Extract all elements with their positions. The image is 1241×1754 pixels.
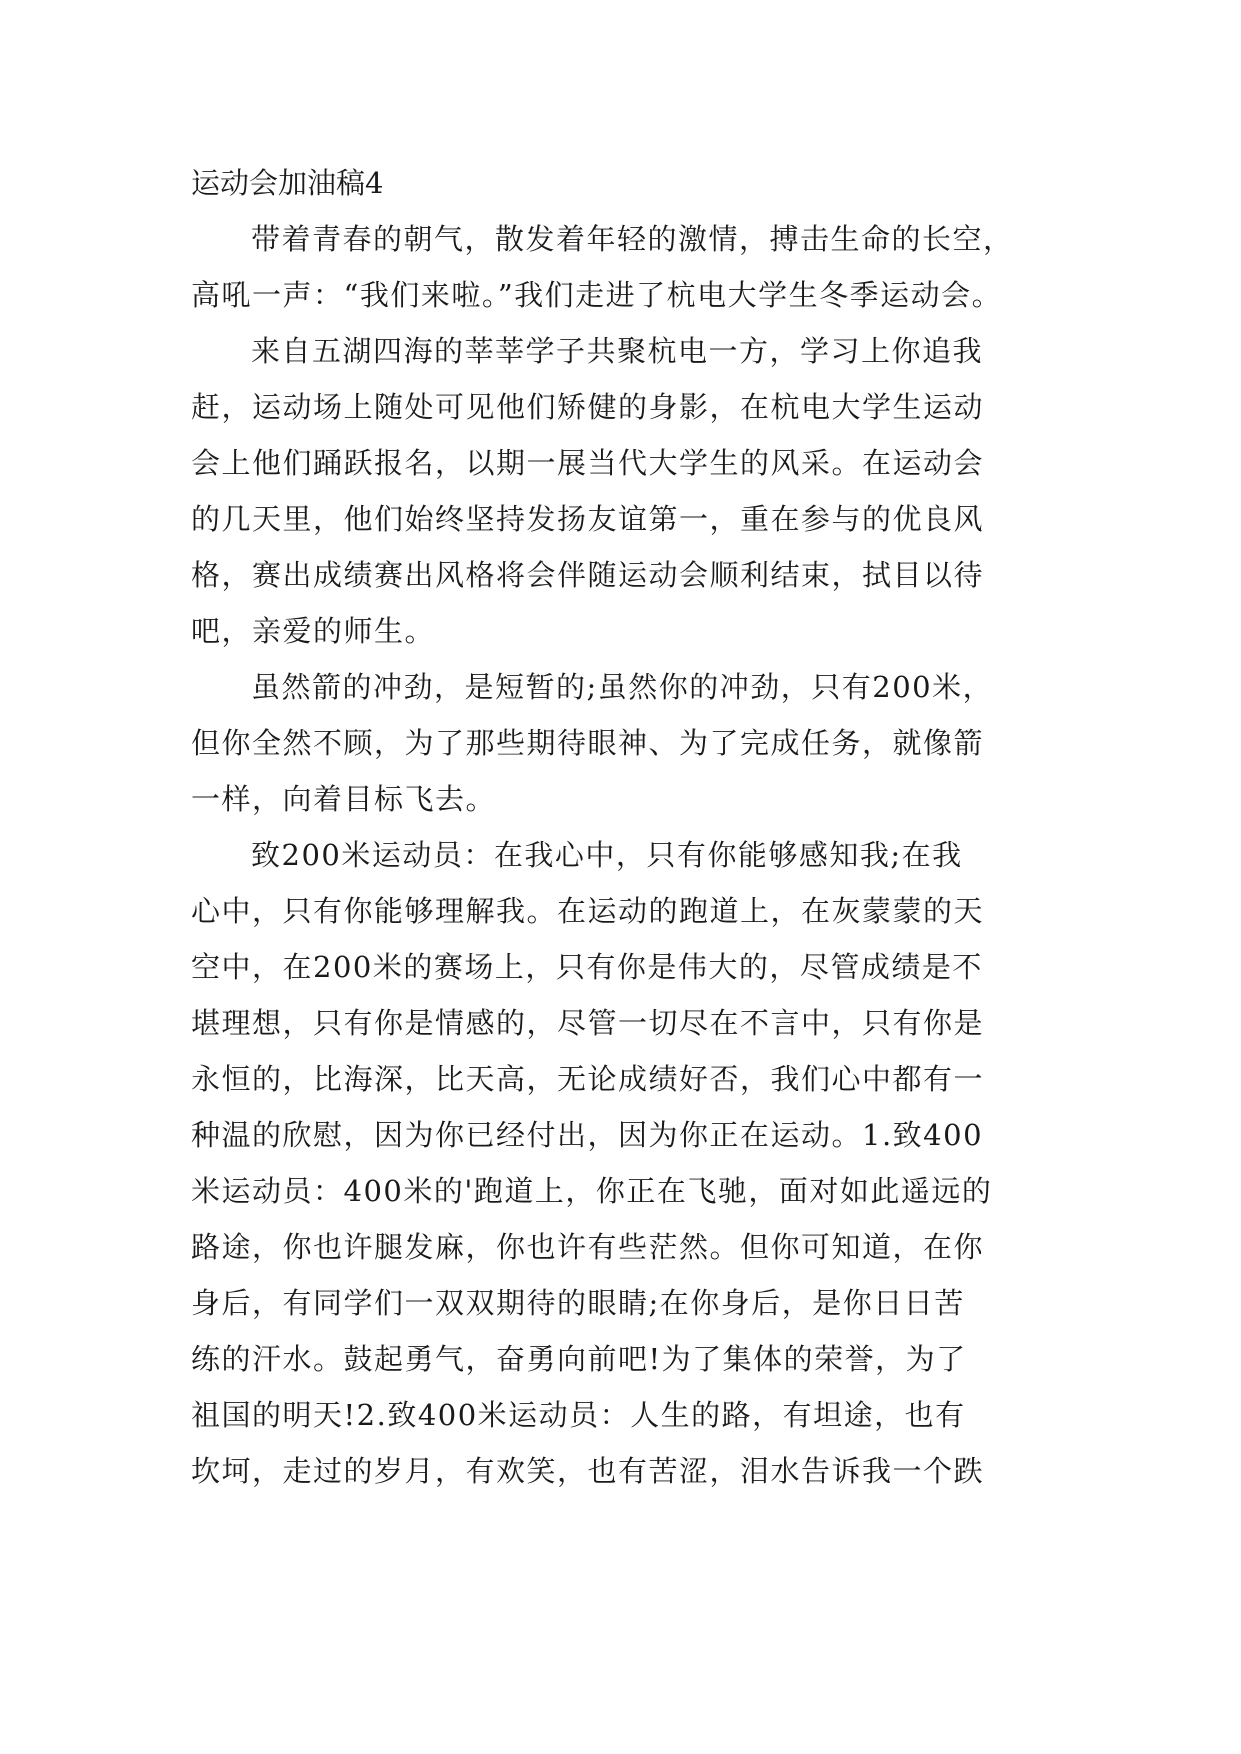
paragraph-line: 路途，你也许腿发麻，你也许有些茫然。但你可知道，在你 xyxy=(191,1230,985,1264)
document-title: 运动会加油稿4 xyxy=(191,166,384,200)
document-body xyxy=(191,155,1049,1499)
paragraph-line: 会上他们踊跃报名，以期一展当代大学生的风采。在运动会 xyxy=(191,446,985,480)
paragraph-line: 空中，在200米的赛场上，只有你是伟大的，尽管成绩是不 xyxy=(191,950,983,984)
paragraph-line: 身后，有同学们一双双期待的眼睛;在你身后，是你日日苦 xyxy=(191,1286,965,1320)
paragraph-line: 堪理想，只有你是情感的，尽管一切尽在不言中，只有你是 xyxy=(191,1006,985,1040)
paragraph-line: 祖国的明天!2.致400米运动员：人生的路，有坦途，也有 xyxy=(191,1398,966,1432)
paragraph-line: 高吼一声：“我们来啦。”我们走进了杭电大学生冬季运动会。 xyxy=(191,278,1003,312)
paragraph-line: 但你全然不顾，为了那些期待眼神、为了完成任务，就像箭 xyxy=(191,726,985,760)
paragraph-line: 一样，向着目标飞去。 xyxy=(191,782,497,816)
paragraph-line: 坎坷，走过的岁月，有欢笑，也有苦涩，泪水告诉我一个跌 xyxy=(191,1454,985,1488)
document-text xyxy=(191,211,1049,1499)
paragraph-line: 心中，只有你能够理解我。在运动的跑道上，在灰蒙蒙的天 xyxy=(191,894,985,928)
paragraph-line: 练的汗水。鼓起勇气，奋勇向前吧!为了集体的荣誉，为了 xyxy=(191,1342,967,1376)
paragraph-first-line: 致200米运动员：在我心中，只有你能够感知我;在我 xyxy=(251,838,963,872)
paragraph-line: 赶，运动场上随处可见他们矫健的身影，在杭电大学生运动 xyxy=(191,390,985,424)
paragraph-first-line: 来自五湖四海的莘莘学子共聚杭电一方，学习上你追我 xyxy=(251,334,984,368)
paragraph-line: 永恒的，比海深，比天高，无论成绩好否，我们心中都有一 xyxy=(191,1062,985,1096)
paragraph-line: 格，赛出成绩赛出风格将会伴随运动会顺利结束，拭目以待 xyxy=(191,558,985,592)
paragraph-first-line: 带着青春的朝气，散发着年轻的激情，搏击生命的长空， xyxy=(251,222,1014,256)
paragraph-line: 的几天里，他们始终坚持发扬友谊第一，重在参与的优良风 xyxy=(191,502,985,536)
paragraph-first-line: 虽然箭的冲劲，是短暂的;虽然你的冲劲，只有200米， xyxy=(251,670,994,704)
paragraph-line: 吧，亲爱的师生。 xyxy=(191,614,436,648)
paragraph-line: 种温的欣慰，因为你已经付出，因为你正在运动。1.致400 xyxy=(191,1118,984,1152)
paragraph-line: 米运动员：400米的'跑道上，你正在飞驰，面对如此遥远的 xyxy=(191,1174,993,1208)
